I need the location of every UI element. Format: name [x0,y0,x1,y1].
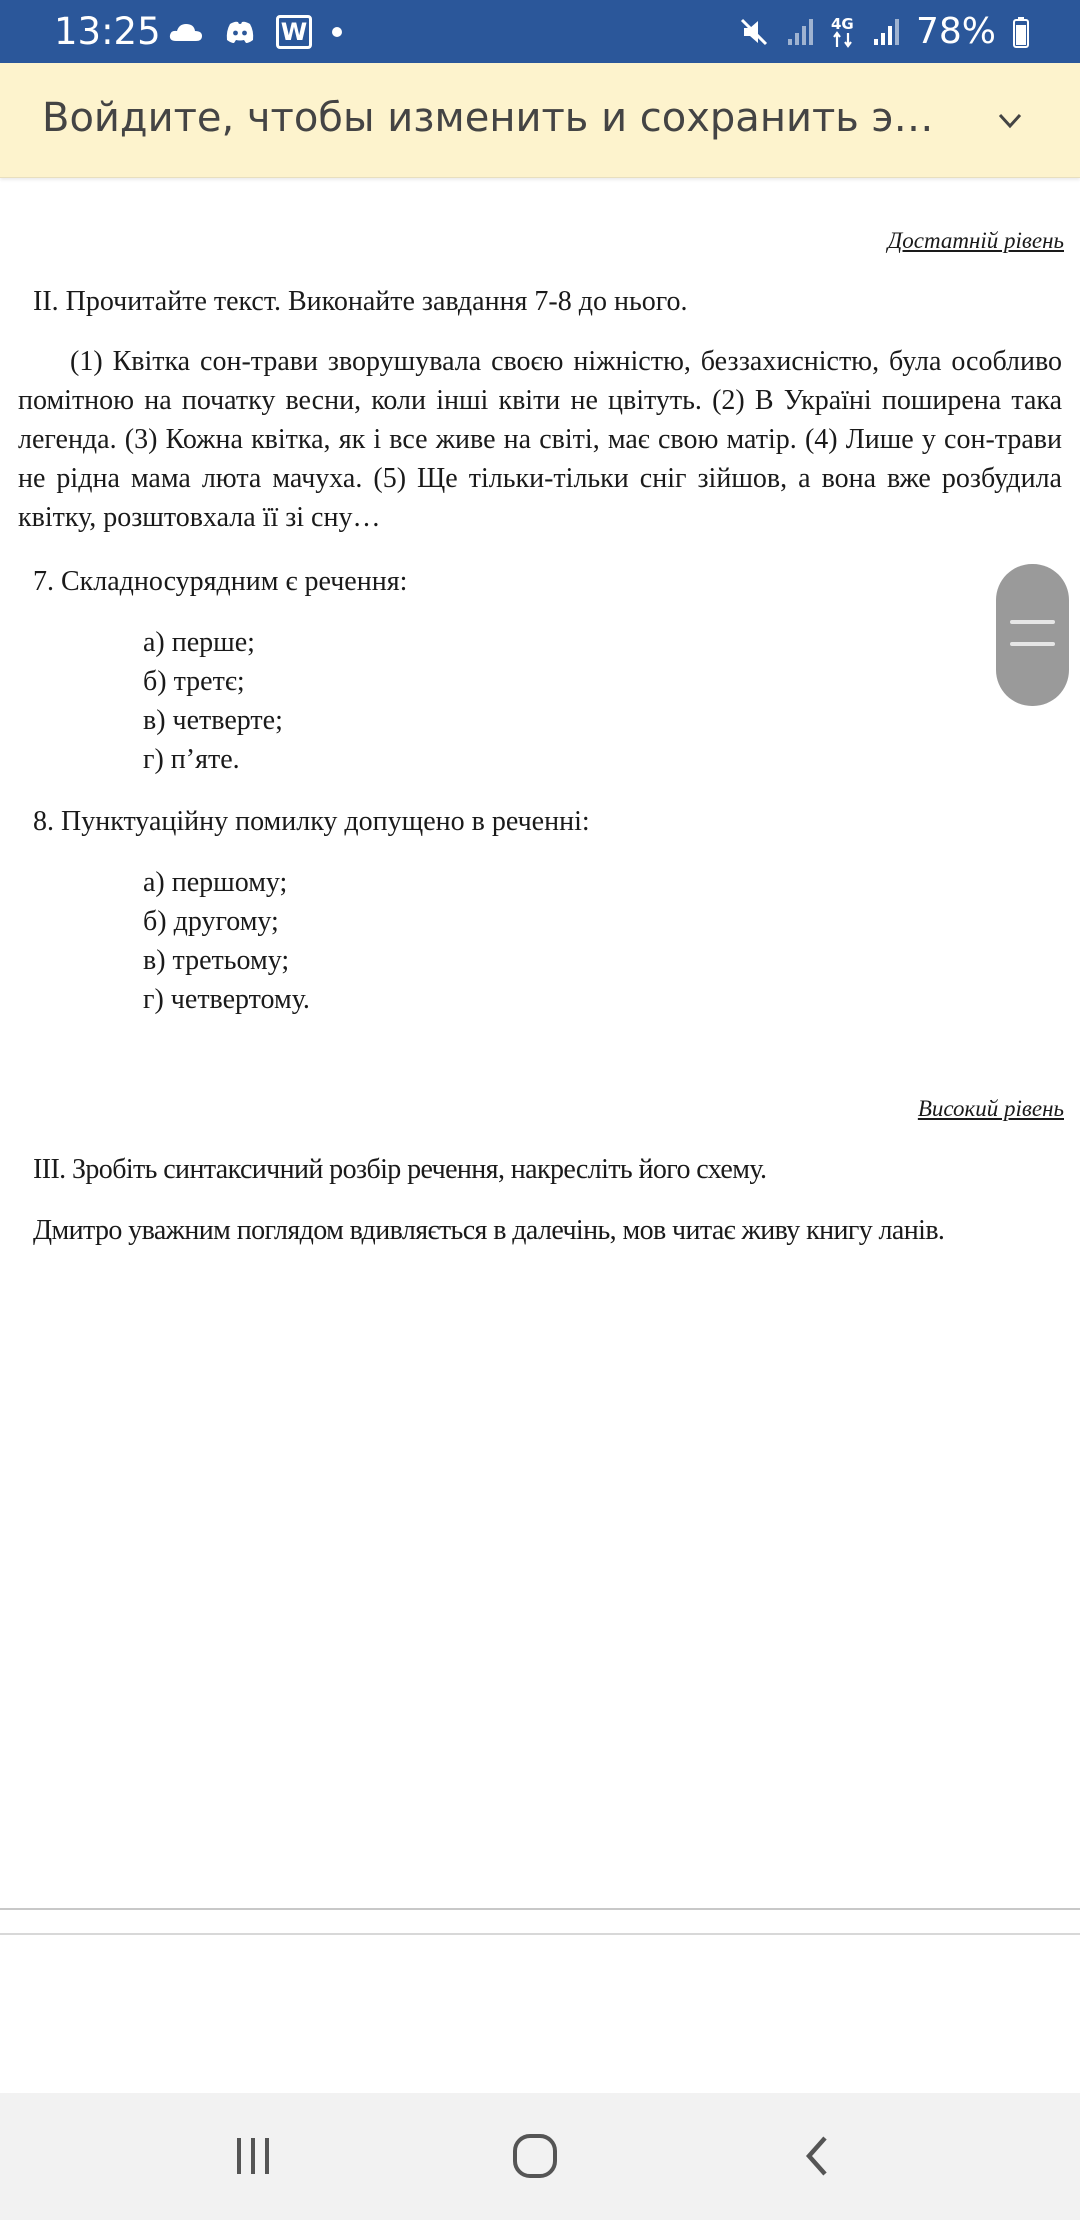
q7-option-b: б) третє; [143,666,245,697]
scroll-thumb-grip [1010,642,1055,646]
section3-heading: ІІІ. Зробіть синтаксичний розбір речення, накресліть його схему. [33,1154,767,1185]
scroll-thumb-grip [1010,620,1055,624]
battery-icon [1012,16,1030,48]
home-button[interactable] [490,2123,580,2189]
q7-option-c: в) четверте; [143,705,283,736]
q8-option-d: г) четвертому. [143,984,310,1015]
mute-icon [738,16,770,48]
level-label-sufficient: Достатній рівень [887,228,1064,253]
status-time: 13:25 [54,10,161,53]
section2-heading: ІІ. Прочитайте текст. Виконайте завдання 7-8 до нього. [33,286,688,317]
parsing-sentence: Дмитро уважним поглядом вдивляється в далечінь, мов читає живу книгу ланів. [33,1215,945,1246]
recent-apps-button[interactable] [208,2123,298,2189]
q7-option-d: г) п’яте. [143,744,240,775]
question-7: 7. Складносурядним є речення: [33,566,408,597]
back-icon [797,2132,837,2180]
scroll-thumb[interactable] [996,564,1069,706]
level-label-high: Високий рівень [917,1096,1064,1121]
back-button[interactable] [772,2123,862,2189]
sign-in-banner[interactable] [0,63,1080,178]
discord-icon [224,20,256,44]
navigation-bar [0,2093,1080,2220]
document-page [0,178,1080,1908]
chevron-down-icon[interactable] [992,103,1028,139]
signal-icon [872,17,900,47]
recent-apps-icon [231,2134,275,2178]
page-divider [0,1908,1080,1910]
notification-icons [168,13,342,51]
q8-option-a: а) першому; [143,867,288,898]
status-bar [0,0,1080,63]
page-divider-secondary [0,1933,1080,1935]
cloud-icon [168,21,204,43]
dot-icon [332,27,342,37]
word-notification-icon: W [276,15,312,49]
reading-passage: (1) Квітка сон-трави зворушувала своєю ніжністю, беззахисністю, була особливо помітною на початку весни, коли інші квіти не цвітуть. (2) В Україні поширена така легенда. (3) Кожна квітка, як і все живе на світі, має свою матір. (4) Лише у сон-трави не рідна мама люта мачуха. (5) Ще тільки-тільки сніг зійшов, а вона вже розбудила квітку, розштовхала її зі сну… [18,346,1062,533]
home-icon [511,2132,559,2180]
question-8: 8. Пунктуаційну помилку допущено в реченні: [33,806,590,837]
q8-option-c: в) третьому; [143,945,290,976]
4g-icon [830,14,856,50]
system-icons [738,10,1030,54]
banner-text[interactable]: Войдите, чтобы изменить и сохранить э… [42,95,934,141]
svg-text:4G: 4G [830,15,854,33]
q7-option-a: а) перше; [143,627,255,658]
signal-icon [786,17,814,47]
battery-percent: 78% [915,11,996,52]
q8-option-b: б) другому; [143,906,279,937]
